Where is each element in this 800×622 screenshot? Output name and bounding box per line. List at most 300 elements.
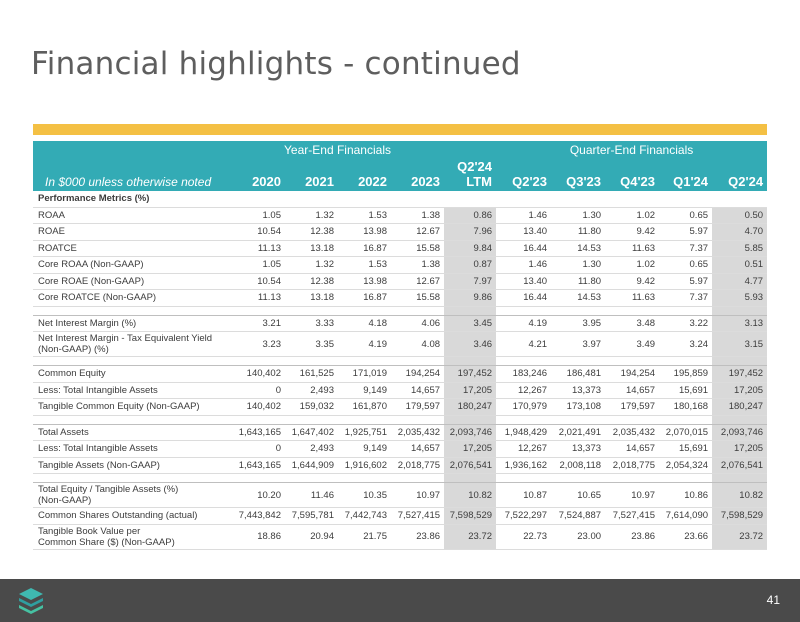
spacer-cell xyxy=(33,357,231,366)
value-cell: 194,254 xyxy=(605,366,659,383)
value-cell: 23.72 xyxy=(712,524,767,549)
spacer-cell xyxy=(444,474,496,483)
col-header-ltm xyxy=(444,159,496,191)
spacer-cell xyxy=(338,357,391,366)
value-cell: 0.65 xyxy=(659,207,712,224)
spacer-cell xyxy=(712,357,767,366)
row-label-text: Core ROAE (Non-GAAP) xyxy=(38,275,145,287)
spacer-cell xyxy=(712,306,767,315)
value-cell: 7,527,415 xyxy=(391,508,444,525)
value-cell: 3.49 xyxy=(605,332,659,357)
spacer-cell xyxy=(659,357,712,366)
row-label xyxy=(33,224,231,241)
spacer-cell xyxy=(551,474,605,483)
value-cell: 159,032 xyxy=(285,399,338,416)
row-label-text: Total Equity / Tangible Assets (%) xyxy=(38,484,179,495)
value-cell: 1.05 xyxy=(231,257,285,274)
spacer-row xyxy=(33,474,767,483)
value-cell: 7.96 xyxy=(444,224,496,241)
spacer-cell xyxy=(605,415,659,424)
spacer-cell xyxy=(551,306,605,315)
row-label xyxy=(33,524,231,549)
value-cell: 20.94 xyxy=(285,524,338,549)
row-label-text: Core ROATCE (Non-GAAP) xyxy=(38,292,157,304)
value-cell: 14,657 xyxy=(391,441,444,458)
value-cell: 10.54 xyxy=(231,273,285,290)
value-cell: 2,093,746 xyxy=(444,424,496,441)
value-cell: 171,019 xyxy=(338,366,391,383)
spacer-cell xyxy=(444,306,496,315)
value-cell: 15,691 xyxy=(659,441,712,458)
row-label xyxy=(33,257,231,274)
value-cell: 179,597 xyxy=(605,399,659,416)
col-header: 2023 xyxy=(391,159,444,191)
spacer-cell xyxy=(496,357,551,366)
value-cell: 140,402 xyxy=(231,399,285,416)
value-cell: 3.33 xyxy=(285,315,338,332)
table-row xyxy=(33,332,767,357)
value-cell: 12.38 xyxy=(285,224,338,241)
table-row xyxy=(33,366,767,383)
row-label xyxy=(33,240,231,257)
value-cell: 1.02 xyxy=(605,207,659,224)
value-cell: 0.86 xyxy=(444,207,496,224)
spacer-cell xyxy=(33,415,231,424)
spacer-cell xyxy=(659,474,712,483)
stacked-layers-icon xyxy=(18,587,44,615)
value-cell: 2,093,746 xyxy=(712,424,767,441)
spacer-cell xyxy=(391,415,444,424)
value-cell: 12,267 xyxy=(496,382,551,399)
table-row xyxy=(33,224,767,241)
row-label xyxy=(33,290,231,307)
value-cell: 2,493 xyxy=(285,382,338,399)
value-cell: 23.86 xyxy=(391,524,444,549)
row-label-text: Core ROAA (Non-GAAP) xyxy=(38,259,144,271)
value-cell: 7,614,090 xyxy=(659,508,712,525)
row-label xyxy=(33,332,231,357)
row-label-text: Tangible Common Equity (Non-GAAP) xyxy=(38,401,200,413)
spacer-cell xyxy=(338,415,391,424)
spacer-cell xyxy=(231,474,285,483)
value-cell: 1.32 xyxy=(285,207,338,224)
spacer-cell xyxy=(444,357,496,366)
value-cell: 14,657 xyxy=(391,382,444,399)
value-cell: 5.85 xyxy=(712,240,767,257)
spacer-cell xyxy=(391,357,444,366)
value-cell: 197,452 xyxy=(712,366,767,383)
row-label-text: ROAA xyxy=(38,209,65,221)
value-cell: 3.35 xyxy=(285,332,338,357)
spacer-cell xyxy=(231,415,285,424)
row-label xyxy=(33,382,231,399)
value-cell: 13.98 xyxy=(338,224,391,241)
value-cell: 170,979 xyxy=(496,399,551,416)
value-cell: 1,643,165 xyxy=(231,424,285,441)
value-cell: 16.87 xyxy=(338,290,391,307)
value-cell: 5.97 xyxy=(659,273,712,290)
value-cell: 12,267 xyxy=(496,441,551,458)
section-row xyxy=(33,191,767,207)
value-cell: 16.44 xyxy=(496,240,551,257)
value-cell: 10.20 xyxy=(231,483,285,508)
value-cell: 4.77 xyxy=(712,273,767,290)
spacer-row xyxy=(33,306,767,315)
value-cell: 21.75 xyxy=(338,524,391,549)
value-cell: 17,205 xyxy=(444,382,496,399)
value-cell: 12.67 xyxy=(391,224,444,241)
value-cell: 1,936,162 xyxy=(496,457,551,474)
row-label xyxy=(33,457,231,474)
spacer-cell xyxy=(285,306,338,315)
value-cell: 7,522,297 xyxy=(496,508,551,525)
page-title: Financial highlights - continued xyxy=(31,46,521,82)
spacer-cell xyxy=(551,415,605,424)
header-column-row xyxy=(33,159,767,191)
col-header: 2022 xyxy=(338,159,391,191)
spacer-cell xyxy=(605,306,659,315)
value-cell: 16.44 xyxy=(496,290,551,307)
value-cell: 5.93 xyxy=(712,290,767,307)
table-row xyxy=(33,240,767,257)
value-cell: 183,246 xyxy=(496,366,551,383)
value-cell: 9.42 xyxy=(605,273,659,290)
table-row xyxy=(33,257,767,274)
value-cell: 11.46 xyxy=(285,483,338,508)
header-blank-ltm xyxy=(444,141,496,159)
value-cell: 10.86 xyxy=(659,483,712,508)
row-label xyxy=(33,399,231,416)
header-year-end: Year-End Financials xyxy=(231,141,444,159)
spacer-cell xyxy=(712,415,767,424)
value-cell: 18.86 xyxy=(231,524,285,549)
spacer-cell xyxy=(496,474,551,483)
value-cell: 0.51 xyxy=(712,257,767,274)
value-cell: 161,870 xyxy=(338,399,391,416)
value-cell: 1.46 xyxy=(496,207,551,224)
row-label-text: Tangible Book Value per xyxy=(38,525,141,537)
header-note: In $000 unless otherwise noted xyxy=(33,159,231,191)
value-cell: 7,442,743 xyxy=(338,508,391,525)
value-cell: 10.82 xyxy=(444,483,496,508)
header-group-row xyxy=(33,141,767,159)
section-label: Performance Metrics (%) xyxy=(33,191,767,207)
value-cell: 10.97 xyxy=(605,483,659,508)
value-cell: 11.13 xyxy=(231,290,285,307)
row-label-text: ROATCE xyxy=(38,242,77,254)
value-cell: 12.38 xyxy=(285,273,338,290)
value-cell: 0.65 xyxy=(659,257,712,274)
value-cell: 16.87 xyxy=(338,240,391,257)
value-cell: 9.86 xyxy=(444,290,496,307)
value-cell: 197,452 xyxy=(444,366,496,383)
value-cell: 12.67 xyxy=(391,273,444,290)
spacer-cell xyxy=(391,306,444,315)
spacer-cell xyxy=(231,357,285,366)
value-cell: 10.97 xyxy=(391,483,444,508)
table-row xyxy=(33,290,767,307)
value-cell: 15,691 xyxy=(659,382,712,399)
value-cell: 14.53 xyxy=(551,290,605,307)
row-label xyxy=(33,315,231,332)
value-cell: 10.87 xyxy=(496,483,551,508)
col-header: Q2'24 xyxy=(712,159,767,191)
col-header-ltm-top: Q2'24 xyxy=(457,159,493,174)
value-cell: 2,493 xyxy=(285,441,338,458)
value-cell: 22.73 xyxy=(496,524,551,549)
value-cell: 2,076,541 xyxy=(444,457,496,474)
table-row xyxy=(33,382,767,399)
col-header: Q4'23 xyxy=(605,159,659,191)
spacer-row xyxy=(33,357,767,366)
value-cell: 2,008,118 xyxy=(551,457,605,474)
value-cell: 2,018,775 xyxy=(605,457,659,474)
value-cell: 23.66 xyxy=(659,524,712,549)
header-quarter-end: Quarter-End Financials xyxy=(496,141,767,159)
value-cell: 11.63 xyxy=(605,290,659,307)
spacer-cell xyxy=(33,474,231,483)
value-cell: 13.18 xyxy=(285,240,338,257)
value-cell: 3.48 xyxy=(605,315,659,332)
value-cell: 17,205 xyxy=(712,382,767,399)
value-cell: 3.15 xyxy=(712,332,767,357)
value-cell: 15.58 xyxy=(391,240,444,257)
value-cell: 10.54 xyxy=(231,224,285,241)
value-cell: 14,657 xyxy=(605,441,659,458)
value-cell: 4.18 xyxy=(338,315,391,332)
table-row xyxy=(33,508,767,525)
value-cell: 4.19 xyxy=(496,315,551,332)
value-cell: 1,948,429 xyxy=(496,424,551,441)
value-cell: 14.53 xyxy=(551,240,605,257)
value-cell: 3.22 xyxy=(659,315,712,332)
row-label xyxy=(33,366,231,383)
value-cell: 14,657 xyxy=(605,382,659,399)
value-cell: 23.86 xyxy=(605,524,659,549)
value-cell: 7,443,842 xyxy=(231,508,285,525)
col-header: 2020 xyxy=(231,159,285,191)
value-cell: 1.38 xyxy=(391,257,444,274)
value-cell: 195,859 xyxy=(659,366,712,383)
row-label-text: Common Shares Outstanding (actual) xyxy=(38,510,198,522)
value-cell: 3.21 xyxy=(231,315,285,332)
financial-table-container xyxy=(33,141,767,550)
value-cell: 1,925,751 xyxy=(338,424,391,441)
value-cell: 11.13 xyxy=(231,240,285,257)
table-row xyxy=(33,457,767,474)
value-cell: 161,525 xyxy=(285,366,338,383)
value-cell: 2,070,015 xyxy=(659,424,712,441)
spacer-cell xyxy=(444,415,496,424)
value-cell: 4.70 xyxy=(712,224,767,241)
row-label-text: Net Interest Margin - Tax Equivalent Yield xyxy=(38,333,213,344)
value-cell: 13.40 xyxy=(496,273,551,290)
financial-highlights-table xyxy=(33,141,767,550)
value-cell: 3.45 xyxy=(444,315,496,332)
table-row xyxy=(33,207,767,224)
value-cell: 23.72 xyxy=(444,524,496,549)
spacer-cell xyxy=(659,415,712,424)
value-cell: 194,254 xyxy=(391,366,444,383)
table-row xyxy=(33,399,767,416)
col-header: 2021 xyxy=(285,159,338,191)
value-cell: 1,916,602 xyxy=(338,457,391,474)
table-row xyxy=(33,424,767,441)
table-row xyxy=(33,524,767,549)
table-row xyxy=(33,315,767,332)
col-header: Q3'23 xyxy=(551,159,605,191)
row-label xyxy=(33,273,231,290)
row-label xyxy=(33,424,231,441)
spacer-cell xyxy=(605,474,659,483)
spacer-cell xyxy=(338,474,391,483)
value-cell: 1,644,909 xyxy=(285,457,338,474)
row-label xyxy=(33,441,231,458)
value-cell: 2,035,432 xyxy=(391,424,444,441)
row-label xyxy=(33,207,231,224)
value-cell: 0 xyxy=(231,441,285,458)
table-row xyxy=(33,273,767,290)
value-cell: 1.30 xyxy=(551,257,605,274)
row-label xyxy=(33,508,231,525)
value-cell: 11.63 xyxy=(605,240,659,257)
value-cell: 11.80 xyxy=(551,273,605,290)
row-label-text: ROAE xyxy=(38,226,65,238)
row-label-text: Less: Total Intangible Assets xyxy=(38,384,158,396)
value-cell: 3.13 xyxy=(712,315,767,332)
value-cell: 9.42 xyxy=(605,224,659,241)
footer-bar xyxy=(0,579,800,622)
row-label-text-line2: (Non-GAAP) (%) xyxy=(38,344,109,355)
value-cell: 3.95 xyxy=(551,315,605,332)
value-cell: 1.30 xyxy=(551,207,605,224)
spacer-cell xyxy=(285,415,338,424)
value-cell: 1.46 xyxy=(496,257,551,274)
value-cell: 7.37 xyxy=(659,240,712,257)
value-cell: 140,402 xyxy=(231,366,285,383)
row-label-text: Less: Total Intangible Assets xyxy=(38,443,158,455)
value-cell: 0 xyxy=(231,382,285,399)
value-cell: 1.05 xyxy=(231,207,285,224)
value-cell: 1.53 xyxy=(338,257,391,274)
value-cell: 1,647,402 xyxy=(285,424,338,441)
value-cell: 10.65 xyxy=(551,483,605,508)
value-cell: 3.24 xyxy=(659,332,712,357)
page-number: 41 xyxy=(766,593,780,607)
value-cell: 7,598,529 xyxy=(712,508,767,525)
value-cell: 0.50 xyxy=(712,207,767,224)
value-cell: 3.97 xyxy=(551,332,605,357)
value-cell: 4.19 xyxy=(338,332,391,357)
value-cell: 9,149 xyxy=(338,441,391,458)
value-cell: 0.87 xyxy=(444,257,496,274)
value-cell: 2,018,775 xyxy=(391,457,444,474)
value-cell: 1,643,165 xyxy=(231,457,285,474)
value-cell: 2,035,432 xyxy=(605,424,659,441)
col-header: Q1'24 xyxy=(659,159,712,191)
spacer-cell xyxy=(551,357,605,366)
value-cell: 180,247 xyxy=(444,399,496,416)
row-label-text: Common Equity xyxy=(38,368,106,380)
value-cell: 13.40 xyxy=(496,224,551,241)
value-cell: 13,373 xyxy=(551,441,605,458)
value-cell: 7.97 xyxy=(444,273,496,290)
value-cell: 13,373 xyxy=(551,382,605,399)
value-cell: 3.23 xyxy=(231,332,285,357)
value-cell: 1.32 xyxy=(285,257,338,274)
spacer-cell xyxy=(659,306,712,315)
value-cell: 7,527,415 xyxy=(605,508,659,525)
spacer-cell xyxy=(496,415,551,424)
row-label-text: Tangible Assets (Non-GAAP) xyxy=(38,459,160,471)
value-cell: 23.00 xyxy=(551,524,605,549)
spacer-cell xyxy=(391,474,444,483)
value-cell: 7,595,781 xyxy=(285,508,338,525)
spacer-cell xyxy=(605,357,659,366)
value-cell: 13.18 xyxy=(285,290,338,307)
row-label-text-line2: (Non-GAAP) xyxy=(38,495,92,506)
row-label xyxy=(33,483,231,508)
value-cell: 17,205 xyxy=(712,441,767,458)
value-cell: 15.58 xyxy=(391,290,444,307)
spacer-row xyxy=(33,415,767,424)
table-body xyxy=(33,191,767,549)
table-row xyxy=(33,441,767,458)
spacer-cell xyxy=(338,306,391,315)
value-cell: 7.37 xyxy=(659,290,712,307)
value-cell: 4.21 xyxy=(496,332,551,357)
value-cell: 180,168 xyxy=(659,399,712,416)
value-cell: 2,076,541 xyxy=(712,457,767,474)
row-label-text: Net Interest Margin (%) xyxy=(38,317,137,329)
spacer-cell xyxy=(285,474,338,483)
accent-bar xyxy=(33,124,767,135)
value-cell: 1.38 xyxy=(391,207,444,224)
spacer-cell xyxy=(33,306,231,315)
value-cell: 17,205 xyxy=(444,441,496,458)
value-cell: 2,054,324 xyxy=(659,457,712,474)
value-cell: 10.82 xyxy=(712,483,767,508)
spacer-cell xyxy=(496,306,551,315)
value-cell: 4.08 xyxy=(391,332,444,357)
spacer-cell xyxy=(231,306,285,315)
spacer-cell xyxy=(712,474,767,483)
value-cell: 179,597 xyxy=(391,399,444,416)
value-cell: 7,598,529 xyxy=(444,508,496,525)
table-row xyxy=(33,483,767,508)
row-label-text-line2: Common Share ($) (Non-GAAP) xyxy=(38,536,175,548)
value-cell: 7,524,887 xyxy=(551,508,605,525)
value-cell: 3.46 xyxy=(444,332,496,357)
value-cell: 173,108 xyxy=(551,399,605,416)
row-label-text: Total Assets xyxy=(38,426,89,438)
header-blank xyxy=(33,141,231,159)
value-cell: 180,247 xyxy=(712,399,767,416)
value-cell: 5.97 xyxy=(659,224,712,241)
value-cell: 1.53 xyxy=(338,207,391,224)
col-header: Q2'23 xyxy=(496,159,551,191)
value-cell: 4.06 xyxy=(391,315,444,332)
spacer-cell xyxy=(285,357,338,366)
value-cell: 13.98 xyxy=(338,273,391,290)
value-cell: 2,021,491 xyxy=(551,424,605,441)
value-cell: 1.02 xyxy=(605,257,659,274)
value-cell: 9,149 xyxy=(338,382,391,399)
value-cell: 9.84 xyxy=(444,240,496,257)
value-cell: 186,481 xyxy=(551,366,605,383)
value-cell: 10.35 xyxy=(338,483,391,508)
col-header-ltm-sub: LTM xyxy=(466,174,493,189)
